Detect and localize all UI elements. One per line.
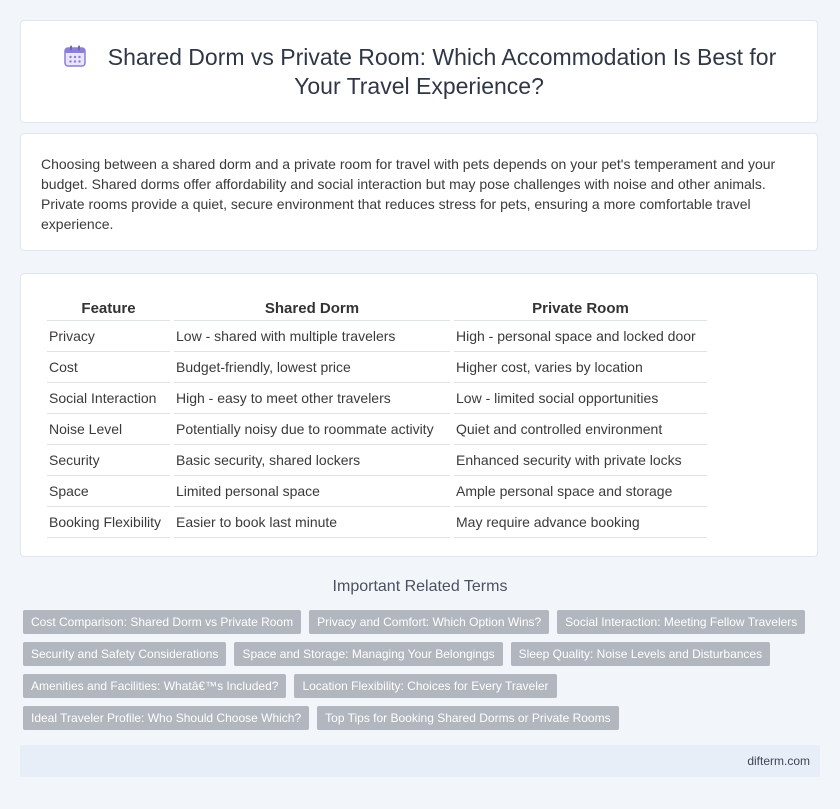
related-term-tag[interactable]: Social Interaction: Meeting Fellow Travelers (557, 610, 805, 634)
table-row (47, 383, 707, 414)
table-row (47, 321, 707, 352)
tag-row (23, 642, 823, 666)
feature-cell: Cost (47, 352, 170, 383)
table-row (47, 476, 707, 507)
private-room-cell: Enhanced security with private locks (454, 445, 707, 476)
related-term-tag[interactable]: Amenities and Facilities: Whatâ€™s Included? (23, 674, 286, 698)
intro-card (20, 133, 818, 251)
related-term-tag[interactable]: Sleep Quality: Noise Levels and Disturbances (511, 642, 770, 666)
related-term-tag[interactable]: Cost Comparison: Shared Dorm vs Private Room (23, 610, 301, 634)
related-term-tag[interactable]: Ideal Traveler Profile: Who Should Choose Which? (23, 706, 309, 730)
shared-dorm-cell: Limited personal space (174, 476, 450, 507)
table-row (47, 507, 707, 538)
tag-row (23, 674, 823, 698)
table-row (47, 352, 707, 383)
feature-cell: Noise Level (47, 414, 170, 445)
shared-dorm-cell: High - easy to meet other travelers (174, 383, 450, 414)
footer (20, 745, 820, 777)
related-term-tag[interactable]: Location Flexibility: Choices for Every Traveler (294, 674, 556, 698)
private-room-cell: Ample personal space and storage (454, 476, 707, 507)
intro-paragraph: Choosing between a shared dorm and a private room for travel with pets depends on your pet's temperament and your budget. Shared dorms offer affordability and social interaction but may pose challenges with noise and other animals. Private rooms provide a quiet, secure environment that reduces stress for pets, ensuring a more comfortable travel experience. (41, 156, 776, 232)
title-card (20, 20, 818, 123)
table-row (47, 445, 707, 476)
page-title: Shared Dorm vs Private Room: Which Accommodation Is Best for Your Travel Experience? (107, 44, 777, 99)
private-room-cell: Quiet and controlled environment (454, 414, 707, 445)
feature-cell: Booking Flexibility (47, 507, 170, 538)
private-room-cell: High - personal space and locked door (454, 321, 707, 352)
comparison-table (43, 294, 711, 538)
feature-cell: Security (47, 445, 170, 476)
shared-dorm-cell: Easier to book last minute (174, 507, 450, 538)
related-terms-list (23, 610, 823, 738)
related-term-tag[interactable]: Privacy and Comfort: Which Option Wins? (309, 610, 549, 634)
feature-cell: Privacy (47, 321, 170, 352)
private-room-cell: Low - limited social opportunities (454, 383, 707, 414)
feature-cell: Space (47, 476, 170, 507)
shared-dorm-cell: Budget-friendly, lowest price (174, 352, 450, 383)
feature-cell: Social Interaction (47, 383, 170, 414)
page-title-wrap (21, 43, 817, 101)
shared-dorm-cell: Basic security, shared lockers (174, 445, 450, 476)
shared-dorm-cell: Low - shared with multiple travelers (174, 321, 450, 352)
related-term-tag[interactable]: Space and Storage: Managing Your Belongings (234, 642, 502, 666)
column-header-feature: Feature (47, 294, 170, 321)
related-term-tag[interactable]: Top Tips for Booking Shared Dorms or Private Rooms (317, 706, 618, 730)
tag-row (23, 706, 823, 730)
table-header-row (47, 294, 707, 321)
tag-row (23, 610, 823, 634)
footer-site-link[interactable]: difterm.com (747, 754, 810, 768)
related-term-tag[interactable]: Security and Safety Considerations (23, 642, 226, 666)
table-row (47, 414, 707, 445)
private-room-cell: Higher cost, varies by location (454, 352, 707, 383)
column-header-shared-dorm: Shared Dorm (174, 294, 450, 321)
private-room-cell: May require advance booking (454, 507, 707, 538)
column-header-private-room: Private Room (454, 294, 707, 321)
related-terms-heading: Important Related Terms (332, 578, 508, 595)
shared-dorm-cell: Potentially noisy due to roommate activity (174, 414, 450, 445)
calendar-icon (62, 43, 88, 69)
comparison-table-card (20, 273, 818, 557)
